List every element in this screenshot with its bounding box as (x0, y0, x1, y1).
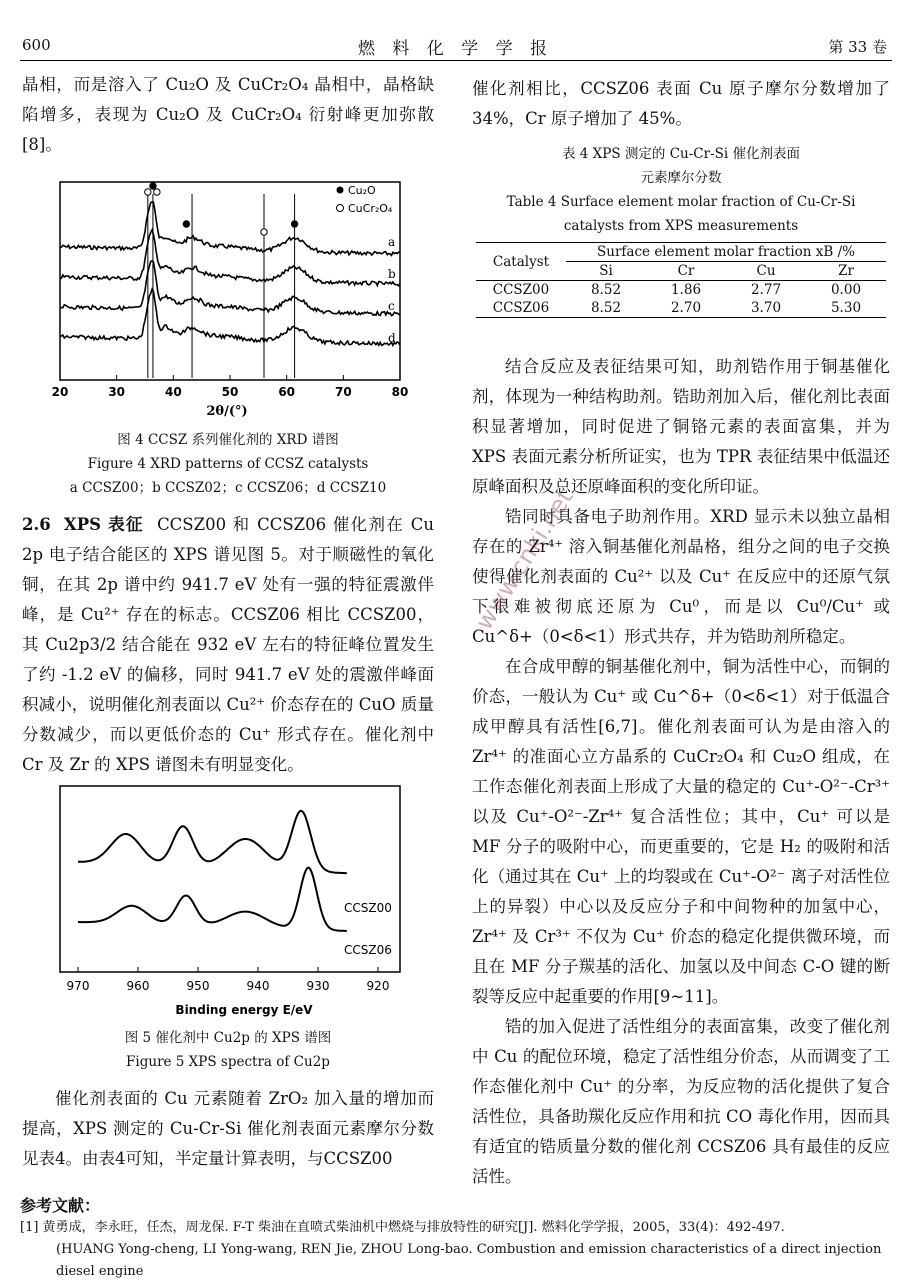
paragraph-active-center: 在合成甲醇的铜基催化剂中，铜为活性中心，而铜的价态，一般认为 Cu⁺ 或 Cu^δ+（0<δ<1）对于低温合成甲醇具有活性[6,7]。催化剂表面可认为是由溶入的 Zr⁴⁺ 的准面心立方晶系的 CuCr₂O₄ 和 Cu₂O 组成，在工作态催化剂表面上形成了大量的稳定的 Cu⁺-O²⁻-Cr³⁺ 以及 Cu⁺-O²⁻-Zr⁴⁺ 复合活性位；其中，Cu⁺ 可以是 MF 分子的吸附中心，而更重要的，它是 H₂ 的吸附和活化（通过其在 Cu⁺ 上的均裂或在 Cu⁺-O²⁻ 离子对活性位上的异裂）中心以及反应分子和中间物种的加氢中心，Zr⁴⁺ 及 Cr³⁺ 不仅为 Cu⁺ 价态的稳定化提供微环境，而且在 MF 分子羰基的活化、加氢以及中间态 C-O 键的断裂等反应中起重要的作用[9~11]。 (472, 657, 890, 1006)
x-tick-label: 50 (221, 385, 239, 399)
page-number: 600 (22, 36, 51, 54)
x-tick-label: 920 (366, 979, 390, 993)
x-tick-label: 930 (306, 979, 330, 993)
table-cell: 2.77 (750, 282, 782, 298)
cu2o-marker (150, 183, 156, 189)
table-cell: 8.52 (590, 300, 622, 316)
x-tick-label: 30 (108, 385, 126, 399)
xps-chart (22, 782, 434, 1022)
fig5-caption-cn: 图 5 催化剂中 Cu2p 的 XPS 谱图 (124, 1030, 332, 1046)
cu2o-marker (291, 221, 297, 227)
table-col-si: Si (566, 262, 646, 281)
paragraph-structural-promoter: 结合反应及表征结果可知，助剂锆作用于铜基催化剂，体现为一种结构助剂。锆助剂加入后，催化剂比表面积显著增加，同时促进了铜铬元素的表面富集，并为 XPS 表面元素分析所证实，也为 TPR 表征结果中低温还原峰面积及总还原峰面积的变化所印证。 (472, 357, 890, 496)
legend-cu2o: Cu₂O (348, 184, 376, 197)
watermark: www.cnki.net (470, 484, 579, 635)
cucr2o4-marker (154, 189, 160, 195)
references (20, 1195, 900, 1283)
volume-label: 第 33 卷 (828, 38, 887, 56)
reference-1-en: (HUANG Yong-cheng, LI Yong-wang, REN Jie, ZHOU Long-bao. Combustion and emission characteristics of a direct injection diesel engine (56, 1242, 882, 1279)
cucr2o4-marker (145, 189, 151, 195)
xrd-chart (22, 172, 434, 422)
table-col-cr: Cr (646, 262, 726, 281)
xrd-x-label: 2θ/(°) (206, 404, 248, 419)
cu2o-marker (183, 221, 189, 227)
xps-paragraph: CCSZ00 和 CCSZ06 催化剂在 Cu 2p 电子结合能区的 XPS 谱见图 5。对于顺磁性的氧化铜，在其 2p 谱中约 941.7 eV 处有一强的特征震激伴峰，是 Cu²⁺ 存在的标志。CCSZ06 相比 CCSZ00，其 Cu2p3/2 结合能在 932 eV 左右的特征峰位置发生了约 -1.2 eV 的偏移，同时 941.7 eV 处的震激伴峰面积减小，说明催化剂表面以 Cu²⁺ 价态存在的 CuO 质量分数减少，而以更低价态的 Cu⁺ 形式存在。催化剂中 Cr 及 Zr 的 XPS 谱图未有明显变化。 (22, 515, 434, 774)
x-tick-label: 960 (126, 979, 150, 993)
cucr2o4-marker (261, 229, 267, 235)
curve-label: b (388, 267, 396, 281)
xps-curve-ccsz06 (78, 868, 347, 931)
table-col-zr: Zr (806, 262, 886, 281)
fig4-caption-sub: a CCSZ00；b CCSZ02；c CCSZ06；d CCSZ10 (69, 480, 387, 496)
left-top-paragraph: 晶相，而是溶入了 Cu₂O 及 CuCr₂O₄ 晶相中，晶格缺陷增多，表现为 Cu₂O 及 CuCr₂O₄ 衍射峰更加弥散[8]。 (22, 75, 434, 154)
table4-title-en-2: catalysts from XPS measurements (563, 218, 799, 234)
legend-cucr2o4: CuCr₂O₄ (348, 202, 393, 215)
x-tick-label: 20 (51, 385, 69, 399)
table-cell: 5.30 (830, 300, 862, 316)
paragraph-conclusion: 锆的加入促进了活性组分的表面富集，改变了催化剂中 Cu 的配位环境，稳定了活性组分价态，从而调变了工作态催化剂中 Cu⁺ 的分率，为反应物的活化提供了复合活性位，具备助羰化反应作用和抗 CO 毒化作用，因而具有适宜的锆质量分数的催化剂 CCSZ06 具有最佳的反应活性。 (472, 1017, 890, 1186)
xrd-curve-c (60, 261, 400, 316)
table-group-header: Surface element molar fraction xB /% (566, 243, 886, 262)
fig4-caption-en: Figure 4 XRD patterns of CCSZ catalysts (87, 456, 369, 472)
table-cell: 2.70 (670, 300, 702, 316)
journal-title: 燃 料 化 学 学 报 (357, 39, 554, 59)
table-cell: 3.70 (750, 300, 782, 316)
xrd-curve-b (60, 230, 400, 286)
curve-label-ccsz00: CCSZ00 (344, 901, 392, 915)
table-4-block (472, 142, 890, 318)
xps-curve-ccsz00 (78, 811, 347, 873)
references-heading: 参考文献： (20, 1196, 101, 1215)
curve-label: a (388, 235, 396, 249)
table-cell: CCSZ00 (492, 282, 550, 298)
table-cell: 1.86 (670, 282, 702, 298)
left-bottom-paragraph: 催化剂表面的 Cu 元素随着 ZrO₂ 加入量的增加而提高，XPS 测定的 Cu-Cr-Si 催化剂表面元素摩尔分数见表4。由表4可知，半定量计算表明，与CCSZ00 (22, 1089, 434, 1168)
section-2-6 (22, 510, 434, 780)
xps-x-label: Binding energy E/eV (175, 1003, 313, 1017)
table-cell: 0.00 (830, 282, 862, 298)
table4-title-cn-1: 表 4 XPS 测定的 Cu-Cr-Si 催化剂表面 (562, 146, 800, 162)
x-tick-label: 60 (278, 385, 296, 399)
section-number: 2.6 (22, 515, 51, 534)
section-title: XPS 表征 (63, 515, 144, 534)
table-col-catalyst: Catalyst (476, 243, 566, 281)
curve-label: c (388, 299, 395, 313)
page-header (0, 0, 911, 60)
reference-1-cn: [1] 黄勇成，李永旺，任杰，周龙保. F-T 柴油在直喷式柴油机中燃烧与排放特性的研究[J]. 燃料化学学报，2005，33(4)：492-497. (20, 1220, 785, 1235)
xrd-curve-d (60, 289, 400, 345)
table4-title-cn-2: 元素摩尔分数 (640, 170, 722, 186)
table-col-cu: Cu (726, 262, 806, 281)
table4-title-en-1: Table 4 Surface element molar fraction of Cu-Cr-Si (506, 194, 856, 210)
x-tick-label: 80 (391, 385, 409, 399)
right-top-paragraph: 催化剂相比，CCSZ06 表面 Cu 原子摩尔分数增加了 34%，Cr 原子增加了 45%。 (472, 79, 890, 128)
legend-open-dot (337, 205, 344, 212)
curve-label: d (388, 331, 396, 345)
x-tick-label: 940 (246, 979, 270, 993)
x-tick-label: 970 (66, 979, 90, 993)
legend-filled-dot (337, 187, 344, 194)
paragraph-electronic-promoter: 锆同时具备电子助剂作用。XRD 显示未以独立晶相存在的 Zr⁴⁺ 溶入铜基催化剂晶格，组分之间的电子交换使得催化剂表面的 Cu²⁺ 以及 Cu⁺ 在反应中的还原气氛下很难被彻底还原为 Cu⁰，而是以 Cu⁰/Cu⁺ 或 Cu^δ+（0<δ<1）形式共存，并为锆助剂所稳定。 (472, 507, 890, 646)
right-body (472, 352, 890, 1192)
table-cell: 8.52 (590, 282, 622, 298)
table-row (476, 281, 886, 300)
fig5-caption-en: Figure 5 XPS spectra of Cu2p (126, 1054, 330, 1070)
x-tick-label: 70 (334, 385, 352, 399)
table-cell: CCSZ06 (492, 300, 550, 316)
header-rule (20, 60, 892, 61)
table-4 (476, 242, 886, 318)
curve-label-ccsz06: CCSZ06 (344, 943, 392, 957)
figure-4 (22, 172, 434, 512)
figure-5 (22, 782, 434, 1072)
fig4-caption-cn: 图 4 CCSZ 系列催化剂的 XRD 谱图 (117, 432, 339, 448)
table-row (476, 299, 886, 318)
x-tick-label: 950 (186, 979, 210, 993)
x-tick-label: 40 (164, 385, 182, 399)
